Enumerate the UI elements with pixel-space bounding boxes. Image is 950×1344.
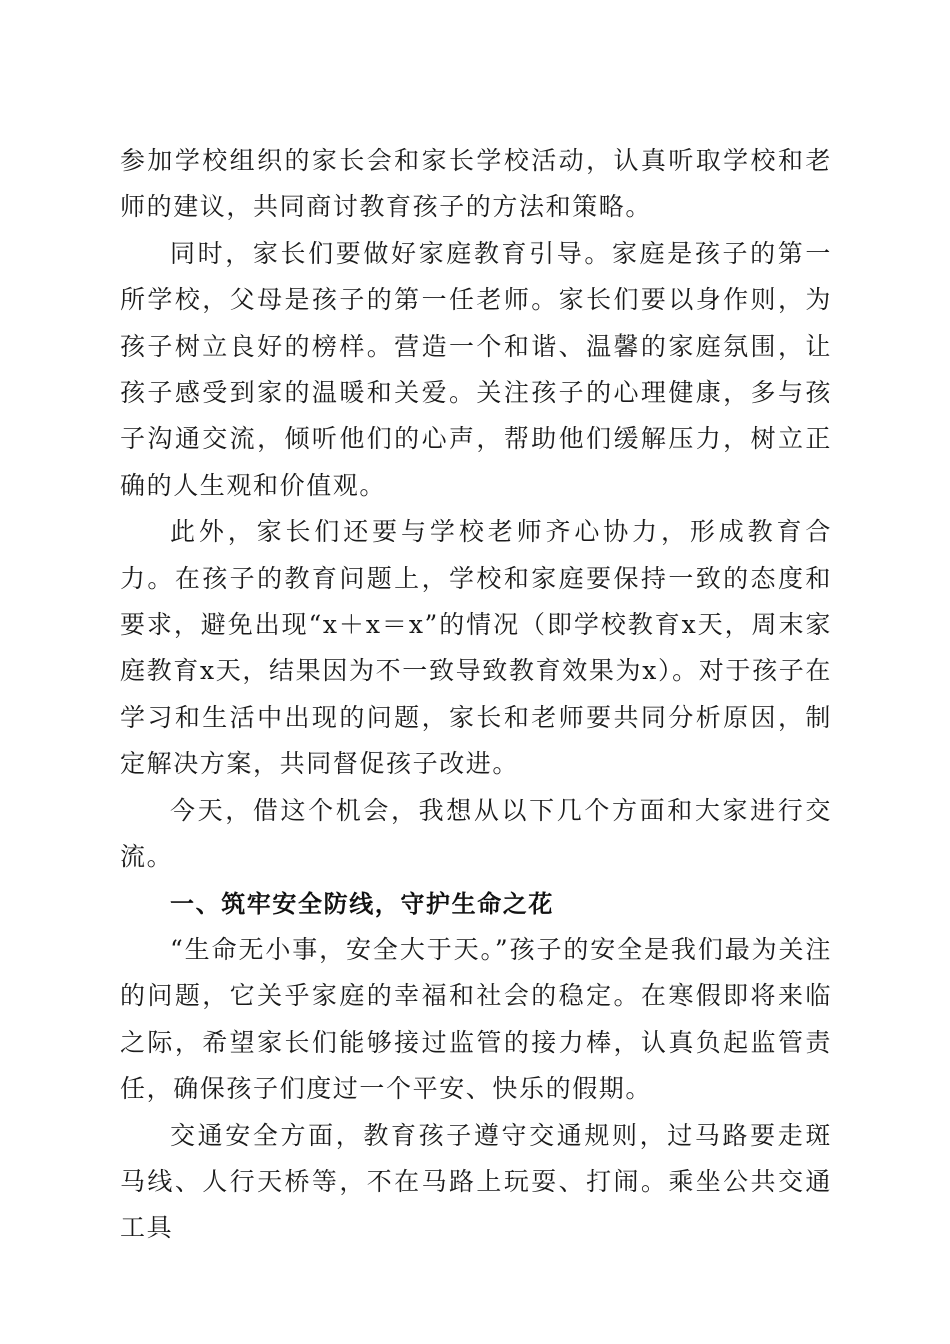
paragraph-safety-quote: “生命无小事，安全大于天。”孩子的安全是我们最为关注的问题，它关乎家庭的幸福和社会的稳定。在寒假即将来临之际，希望家长们能够接过监管的接力棒，认真负起监管责任，确保孩子们度过一个平安、快乐的假期。 [120,934,832,1104]
section-heading: 一、筑牢安全防线，守护生命之花 [170,889,554,918]
document-body [120,138,832,1252]
paragraph-intro: 今天，借这个机会，我想从以下几个方面和大家进行交流。 [120,795,832,872]
paragraph-school-cooperation: 此外，家长们还要与学校老师齐心协力，形成教育合力。在孩子的教育问题上，学校和家庭要保持一致的态度和要求，避免出现“x＋x＝x”的情况（即学校教育x天，周末家庭教育x天，结果因为不一致导致教育效果为x）。对于孩子在学习和生活中出现的问题，家长和老师要共同分析原因，制定解决方案，共同督促孩子改进。 [120,517,832,779]
paragraph-family-education: 同时，家长们要做好家庭教育引导。家庭是孩子的第一所学校，父母是孩子的第一任老师。家长们要以身作则，为孩子树立良好的榜样。营造一个和谐、温馨的家庭氛围，让孩子感受到家的温暖和关爱。关注孩子的心理健康，多与孩子沟通交流，倾听他们的心声，帮助他们缓解压力，树立正确的人生观和价值观。 [120,238,832,500]
paragraph-continued: 参加学校组织的家长会和家长学校活动，认真听取学校和老师的建议，共同商讨教育孩子的方法和策略。 [120,146,832,222]
paragraph-traffic-safety: 交通安全方面，教育孩子遵守交通规则，过马路要走斑马线、人行天桥等，不在马路上玩耍、打闹。乘坐公共交通工具 [120,1120,832,1243]
